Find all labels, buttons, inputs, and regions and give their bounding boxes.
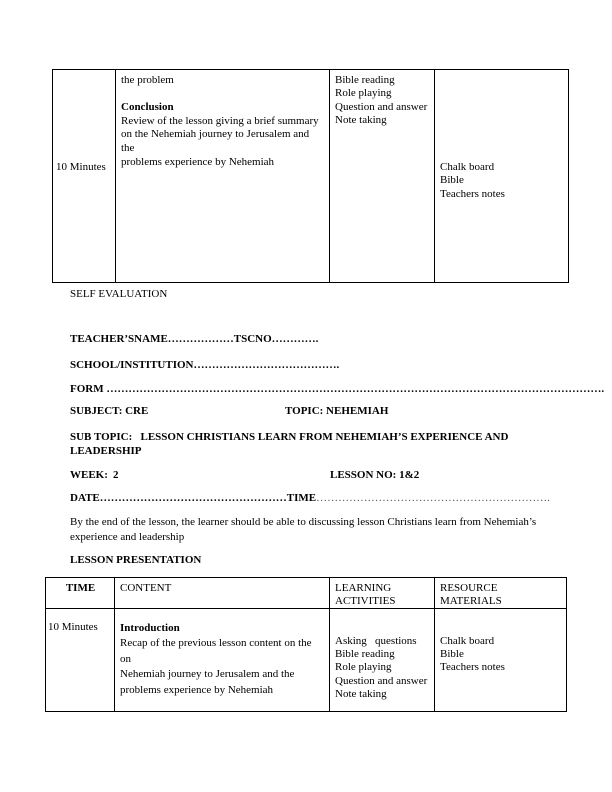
activity-item: Bible reading xyxy=(335,74,395,86)
content-title: Conclusion xyxy=(121,101,174,114)
activity-item: Role playing xyxy=(335,661,392,674)
top-table-resources-cell xyxy=(434,70,568,282)
content-line: Review of the lesson giving a brief summary xyxy=(121,114,319,127)
content-line: problems experience by Nehemiah xyxy=(121,155,275,168)
lesson-presentation-heading: LESSON PRESENTATION xyxy=(70,554,202,566)
time-value: 10 Minutes xyxy=(56,161,106,173)
header-label: CONTENT xyxy=(120,582,172,594)
date-time-bold-text: DATE……………………………………………TIME xyxy=(70,492,317,504)
continuation-table xyxy=(52,69,569,283)
week-label: WEEK: xyxy=(70,469,108,481)
time-dots: ………………………………………………………. xyxy=(316,492,550,504)
header-cell-time xyxy=(46,578,114,609)
resource-item: Bible xyxy=(440,174,464,187)
activity-item: Note taking xyxy=(335,687,387,700)
blank-line xyxy=(121,88,325,102)
activity-item: Note taking xyxy=(335,114,387,127)
header-label: RESOURCE xyxy=(440,582,498,594)
content-line: on the Nehemiah journey to Jerusalem and the xyxy=(121,128,310,154)
objective-line: experience and leadership xyxy=(70,530,185,543)
activity-item: Asking questions xyxy=(335,635,417,647)
resource-item: Bible xyxy=(440,648,464,661)
activity-item: Question and answer xyxy=(335,100,428,113)
row-activities-cell xyxy=(329,609,434,711)
top-table-content-cell xyxy=(115,70,329,282)
sub-topic-leadership-line: LEADERSHIP xyxy=(70,445,142,457)
resource-item: Chalk board xyxy=(440,635,495,647)
objective-text xyxy=(70,515,536,544)
school-institution-line: SCHOOL/INSTITUTION…………………………………. xyxy=(70,359,340,371)
date-time-line xyxy=(70,491,550,505)
content-title: Introduction xyxy=(120,622,180,634)
activity-item: Bible reading xyxy=(335,648,395,661)
activity-item: Question and answer xyxy=(335,674,428,687)
activity-item: Role playing xyxy=(335,87,392,100)
lesson-no-label: LESSON NO: 1&2 xyxy=(330,469,420,481)
resource-item: Teachers notes xyxy=(440,187,505,200)
header-cell-resource-materials xyxy=(434,578,566,609)
header-label: TIME xyxy=(65,582,96,594)
row-resources-cell xyxy=(434,609,566,711)
content-line: problems experience by Nehemiah xyxy=(120,683,274,696)
header-label: ACTIVITIES xyxy=(335,595,396,608)
topic-label: TOPIC: NEHEMIAH xyxy=(285,405,389,417)
teacher-name-line: TEACHER’SNAME………………TSCNO…………. xyxy=(70,333,319,345)
header-label: LEARNING xyxy=(335,582,392,594)
header-label: MATERIALS xyxy=(440,595,502,608)
header-cell-content xyxy=(114,578,329,609)
week-value: 2 xyxy=(113,469,119,481)
top-table-activities-cell xyxy=(329,70,434,282)
row-time-cell xyxy=(46,609,114,711)
resource-item: Chalk board xyxy=(440,161,495,173)
objective-line: By the end of the lesson, the learner should be able to discussing lesson Christians learn from Nehemiah’s xyxy=(70,516,537,528)
row-content-cell xyxy=(114,609,329,711)
presentation-table xyxy=(45,577,567,712)
content-line: the problem xyxy=(121,74,174,86)
form-line: FORM ………………………………………………………………………………………………………………………. xyxy=(70,383,605,395)
header-cell-learning-activities xyxy=(329,578,434,609)
top-table-time-cell xyxy=(53,70,115,282)
content-line: Nehemiah journey to Jerusalem and the xyxy=(120,668,295,681)
time-value: 10 Minutes xyxy=(48,621,98,633)
self-evaluation-label: SELF EVALUATION xyxy=(70,288,168,300)
subject-label: SUBJECT: CRE xyxy=(70,405,149,417)
sub-topic-line: SUB TOPIC: LESSON CHRISTIANS LEARN FROM NEHEMIAH’S EXPERIENCE AND xyxy=(70,431,509,443)
resource-item: Teachers notes xyxy=(440,661,505,674)
content-line: Recap of the previous lesson content on the on xyxy=(120,637,312,665)
